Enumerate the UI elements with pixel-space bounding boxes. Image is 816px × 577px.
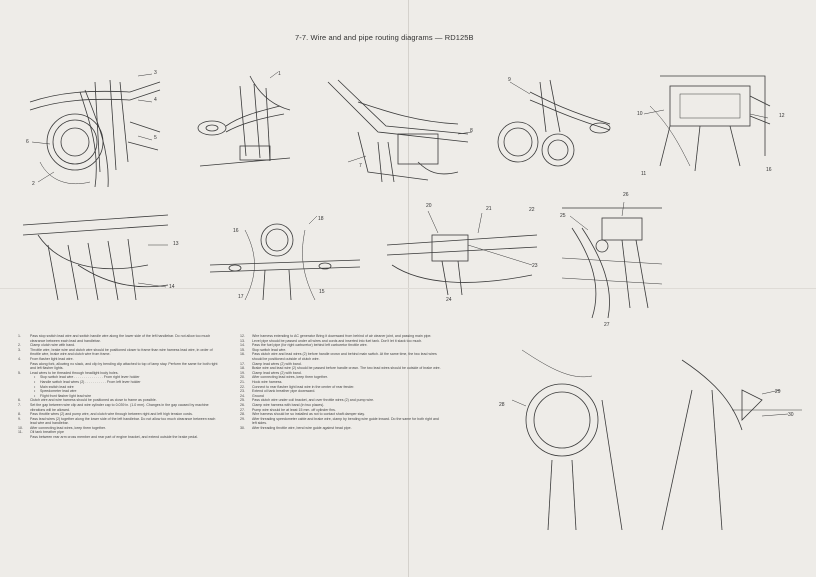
callout-5: 5 <box>154 135 157 141</box>
page-title: 7-7. Wire and and pipe routing diagrams — RD125B <box>295 33 474 42</box>
diagram-left-handlebar <box>20 62 170 192</box>
diagram-right-handlebar <box>490 72 620 182</box>
callout-3: 3 <box>154 70 157 76</box>
notes-left-column <box>18 334 218 440</box>
diagram-frame-tank <box>318 72 478 187</box>
note-item: 19. Clamp lead wires (2) with band. <box>240 370 302 375</box>
callout-21: 21 <box>486 206 492 212</box>
callout-16b: 16 <box>766 167 772 173</box>
callout-29: 29 <box>775 389 781 395</box>
note-item: 17. Clamp lead wires (2) with band. <box>240 361 302 366</box>
diagram-head-pipe <box>512 340 802 535</box>
diagram-battery-box <box>640 66 775 176</box>
note-item: 1. Pass stop switch lead wire and switch handle wire along the lower side of the left handlebar. Do not allow too much clearance between each lead and handlebar. <box>18 334 211 343</box>
note-item: 12. Wire harness extending to AC generator Bring it downward from behind of air cleaner joint, and passing main pipe. <box>240 334 432 338</box>
callout-26: 26 <box>623 192 629 198</box>
diagram-ignition-coil <box>552 198 672 323</box>
callout-24: 24 <box>446 297 452 303</box>
callout-28: 28 <box>499 402 505 408</box>
callout-7: 7 <box>359 163 362 169</box>
callout-30: 30 <box>788 412 794 418</box>
callout-14: 14 <box>169 284 175 290</box>
note-item: 26. Clamp wire harness with band (in two places). <box>240 402 325 407</box>
note-item: 27. Pump wire should be at least 15 mm. off cylinder fins. <box>240 407 336 412</box>
diagram-carburetor <box>18 205 178 305</box>
callout-20: 20 <box>426 203 432 209</box>
callout-9: 9 <box>508 77 511 83</box>
note-item: 10. After connecting lead wires, keep them together. <box>18 425 106 430</box>
note-item: 3. Throttle wire, brake wire and clutch wire should be positioned closer to frame than wire harness lead wire, in order of throttle wire, brake wire and clutch wire from frame. <box>18 347 213 357</box>
diagram-speedometer <box>205 210 365 305</box>
note-item: 23. Extend oil tank breather pipe downward. <box>240 389 316 394</box>
callout-13: 13 <box>173 241 179 247</box>
sub-item: • Stop switch lead wire . . . . . . . . . . . . . . . From right lever holder <box>34 375 140 380</box>
sub-item: • Flight front flasher light lead wire <box>34 393 92 398</box>
note-item: 18. Brake wire and lead wire (2) should be passed before handle crown. The two lead wires should be outside of brake wire. <box>240 366 441 371</box>
note-item: 7. Set the gap between wire clip and wire cylinder cap to 0.039 in. (1.0 mm). Changes in the gap caused by machine vibrations will be allowed. <box>18 402 209 412</box>
callout-11: 11 <box>641 171 647 177</box>
note-item: 2. Clamp clutch wire with band. <box>18 343 76 348</box>
notes-right-column <box>240 334 442 430</box>
note-item: 16. Pass clutch wire and lead wires (2) before handle crown and behind main switch. At the same time, the two lead wires should be positioned outside of clutch wire. <box>240 352 437 361</box>
callout-23: 23 <box>532 263 538 269</box>
note-item: 11. Oil tank breather pipe <box>18 430 64 435</box>
note-item: 30. After threading throttle wire, bend wire guide against head pipe. <box>240 425 352 430</box>
sub-item: • Speedometer lead wire <box>34 389 77 394</box>
callout-8: 8 <box>470 128 473 134</box>
sub-item: • Main switch lead wire <box>34 384 74 389</box>
callout-2: 2 <box>32 181 35 187</box>
note-item: 8. Pass throttle wires (2) and pump wire, and clutch wire through between right and left high tension cords. <box>18 412 193 417</box>
note-item: 21. Hook wire harness. <box>240 379 283 384</box>
note-item: 6. Clutch wire and wire harness should be positioned as close to frame as possible. <box>18 398 157 403</box>
note-item: 29. After threading speedometer cable and brake wire, clamp by bending wire guide inward. Do the same for both right and left sides. <box>240 416 439 426</box>
callout-25: 25 <box>560 213 566 219</box>
note-item: 28. Wire harness should be so installed as not to contact shaft damper stay. <box>240 412 365 417</box>
note-item: 22. Connect to rear flasher light lead wire in the center of rear fender. <box>240 384 355 389</box>
callout-18: 18 <box>318 216 324 222</box>
note-item: 4. From flasher light lead wire. <box>18 356 74 361</box>
note-item: 5. Lead wires to be threaded through headlight body holes. <box>18 370 119 375</box>
callout-22: 22 <box>529 207 535 213</box>
callout-15: 15 <box>319 289 325 295</box>
callout-10: 10 <box>637 111 643 117</box>
note-item: 20. After connecting lead wires, keep them together. <box>240 375 328 380</box>
callout-27: 27 <box>604 322 610 328</box>
diagram-handle-crown <box>180 66 310 181</box>
callout-1: 1 <box>278 71 281 77</box>
note-item: Pass along fork, allowing no slack, and clip by bending clip attached to top of lamp stay. Perform the same for both right and left flasher lights. <box>30 361 218 371</box>
diagram-rear-fender <box>382 205 542 300</box>
note-item: Pass between rear arm cross member and rear part of engine bracket, and extend outside the brake pedal. <box>30 435 198 440</box>
callout-6: 6 <box>26 139 29 145</box>
callout-17: 17 <box>238 294 244 300</box>
callout-16: 16 <box>233 228 239 234</box>
sub-item: • Handle switch lead wires (2) . . . . . . . . . . . From left lever holder <box>34 379 141 384</box>
callout-12: 12 <box>779 113 785 119</box>
note-item: 9. Pass lead wires (2) together along the lower side of the left handlebar. Do not allow too much clearance between each lead wire and handlebar. <box>18 416 216 426</box>
callout-4: 4 <box>154 97 157 103</box>
note-item: 25. Pass clutch wire under coil bracket, and over throttle wires (2) and pump wire. <box>240 398 375 403</box>
note-item: 15. Stop switch lead wire. <box>240 347 287 352</box>
note-item: 24. Ground <box>240 393 264 398</box>
note-item: 13. Level pipe should be passed under all wires and cords and inserted into fuel tank. Don't let it slack too much. <box>240 338 423 343</box>
note-item: 14. Pass the fuel pipe (for right carburetor) behind left carburetor throttle wire. <box>240 343 368 348</box>
